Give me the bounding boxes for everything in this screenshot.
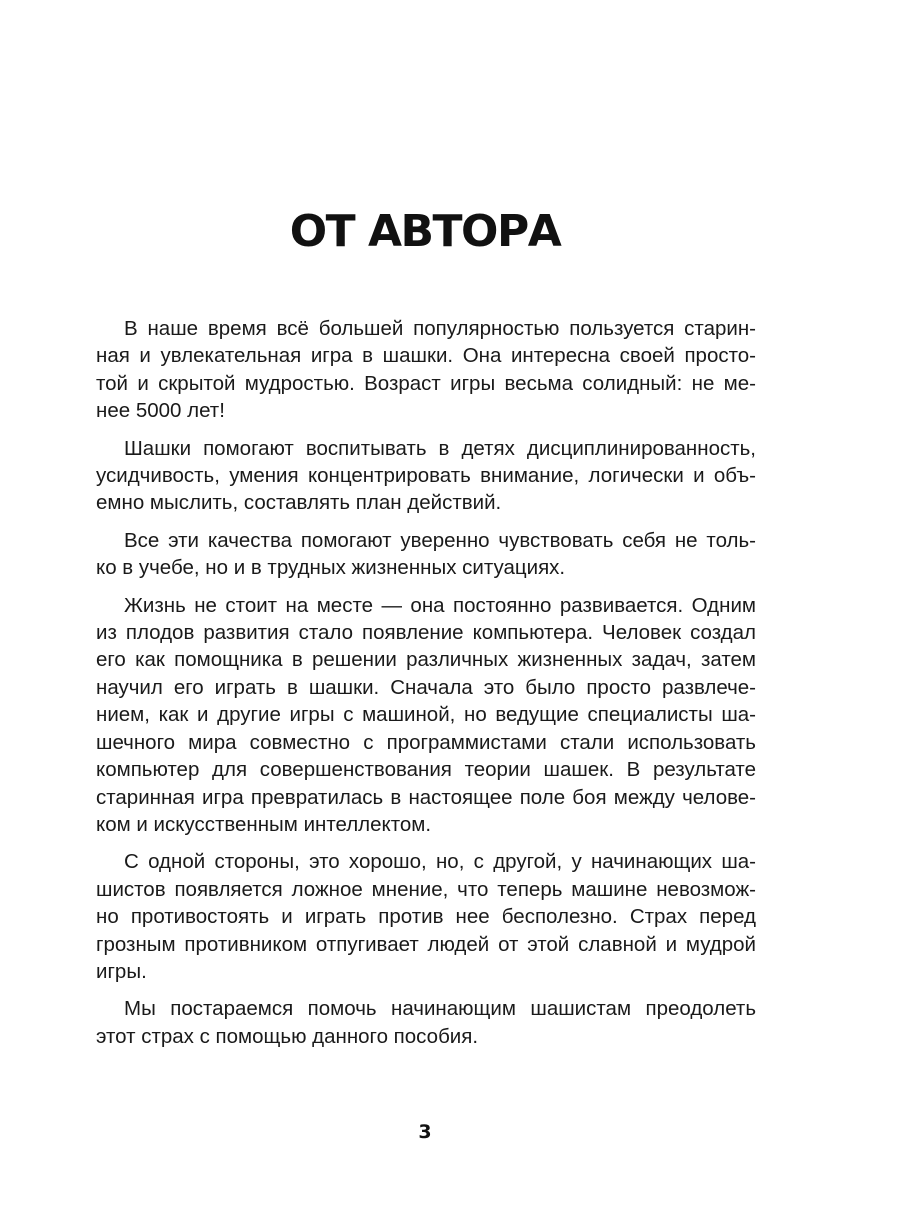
text-line: шечного мира совместно с программистами стали использовать <box>96 730 756 754</box>
text-line: Жизнь не стоит на месте — она постоянно развивается. Одним <box>124 593 756 617</box>
page-title: ОТ АВТОРА <box>289 206 561 257</box>
text-line: шистов появляется ложное мнение, что теперь машине невозмож- <box>96 877 756 901</box>
text-line: компьютер для совершенствования теории шашек. В результате <box>96 758 756 782</box>
body-text <box>96 315 756 1060</box>
text-line: игры. <box>96 959 147 983</box>
text-line: ко в учебе, но и в трудных жизненных ситуациях. <box>96 556 566 580</box>
text-line: нее 5000 лет! <box>96 399 225 423</box>
paragraph <box>96 315 756 425</box>
paragraph <box>96 435 756 517</box>
text-line: нием, как и другие игры с машиной, но ведущие специалисты ша- <box>96 703 756 727</box>
paragraph <box>96 592 756 839</box>
text-line: его как помощника в решении различных жизненных задач, затем <box>96 648 756 672</box>
text-line: той и скрытой мудростью. Возраст игры весьма солидный: не ме- <box>96 371 756 395</box>
text-line: Шашки помогают воспитывать в детях дисциплинированность, <box>124 436 756 460</box>
text-line: этот страх с помощью данного пособия. <box>96 1024 479 1048</box>
paragraph <box>96 995 756 1050</box>
text-line: ком и искусственным интеллектом. <box>96 812 432 836</box>
page-number: 3 <box>418 1121 432 1143</box>
paragraph <box>96 848 756 985</box>
text-line: научил его играть в шашки. Сначала это было просто развлече- <box>96 675 756 699</box>
text-line: емно мыслить, составлять план действий. <box>96 491 502 515</box>
text-line: Мы постараемся помочь начинающим шашистам преодолеть <box>124 997 756 1021</box>
text-line: но противостоять и играть против нее бесполезно. Страх перед <box>96 905 756 929</box>
text-line: С одной стороны, это хорошо, но, с другой, у начинающих ша- <box>124 850 756 874</box>
text-line: ная и увлекательная игра в шашки. Она интересна своей просто- <box>96 344 756 368</box>
text-line: грозным противником отпугивает людей от этой славной и мудрой <box>96 932 756 956</box>
text-line: В наше время всё большей популярностью пользуется старин- <box>124 317 756 340</box>
text-line: из плодов развития стало появление компьютера. Человек создал <box>96 621 756 645</box>
text-line: Все эти качества помогают уверенно чувствовать себя не толь- <box>124 528 756 552</box>
text-line: усидчивость, умения концентрировать внимание, логически и объ- <box>96 464 756 488</box>
text-line: старинная игра превратилась в настоящее поле боя между челове- <box>96 785 756 809</box>
paragraph <box>96 527 756 582</box>
